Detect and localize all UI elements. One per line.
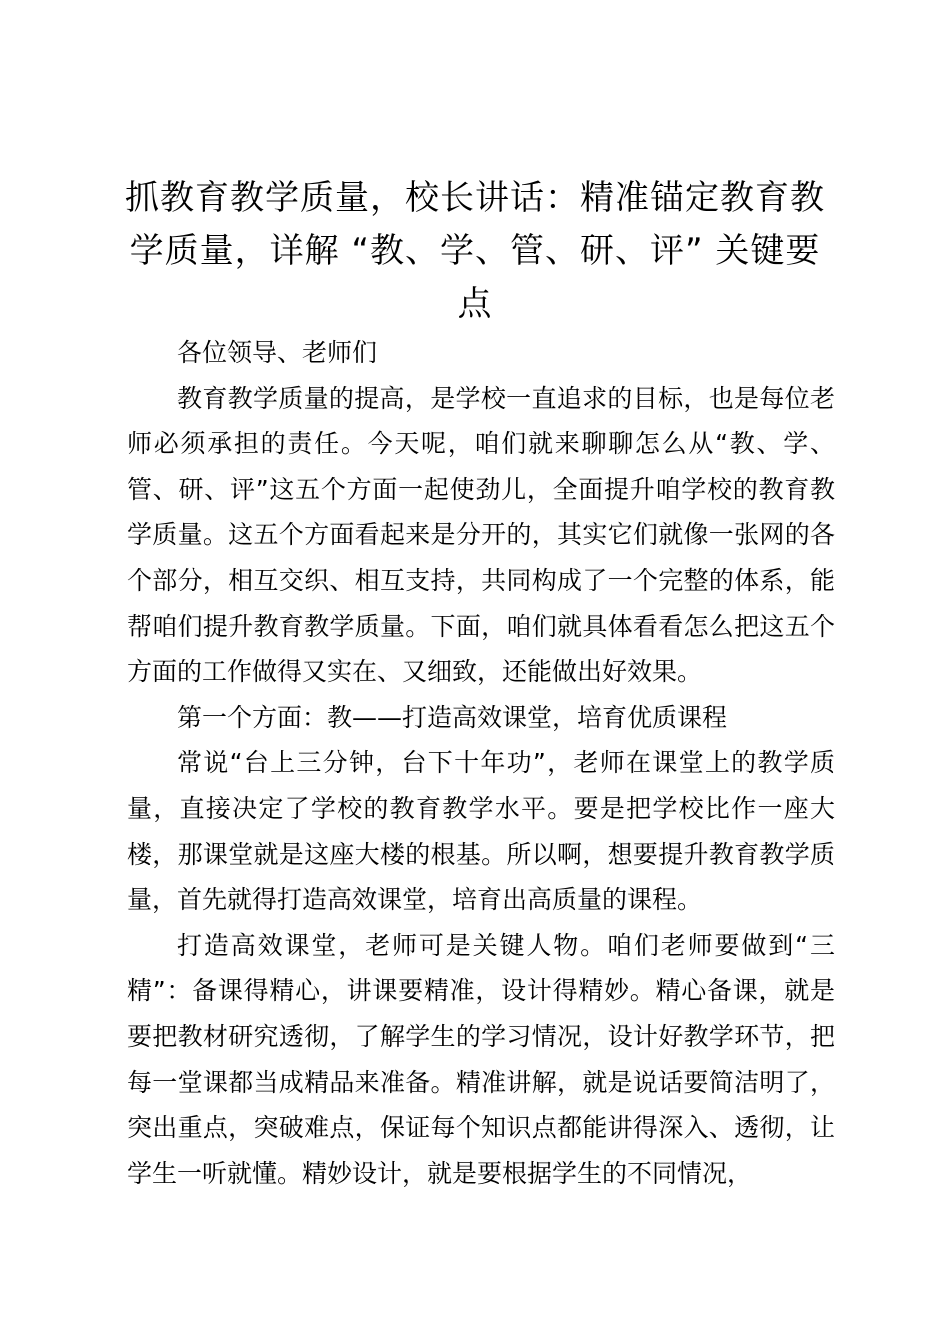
body-paragraph: 打造高效课堂，老师可是关键人物。咱们老师要做到“三精”：备课得精心，讲课要精准，设计得精妙。精心备课，就是要把教材研究透彻，了解学生的学习情况，设计好教学环节，把每一堂课都当成精品来准备。精准讲解，就是说话要简洁明了，突出重点，突破难点，保证每个知识点都能讲得深入、透彻，让学生一听就懂。精妙设计，就是要根据学生的不同情况， bbox=[127, 930, 835, 1188]
salutation-paragraph: 各位领导、老师们 bbox=[177, 338, 378, 367]
body-paragraph: 常说“台上三分钟，台下十年功”，老师在课堂上的教学质量，直接决定了学校的教育教学水平。要是把学校比作一座大楼，那课堂就是这座大楼的根基。所以啊，想要提升教育教学质量，首先就得打造高效课堂，培育出高质量的课程。 bbox=[127, 748, 835, 915]
intro-paragraph: 教育教学质量的提高，是学校一直追求的目标，也是每位老师必须承担的责任。今天呢，咱们就来聊聊怎么从“教、学、管、研、评”这五个方面一起使劲儿，全面提升咱学校的教育教学质量。这五个方面看起来是分开的，其实它们就像一张网的各个部分，相互交织、相互支持，共同构成了一个完整的体系，能帮咱们提升教育教学质量。下面，咱们就具体看看怎么把这五个方面的工作做得又实在、又细致，还能做出好效果。 bbox=[127, 383, 835, 687]
section-heading-teaching: 第一个方面：教——打造高效课堂，培育优质课程 bbox=[177, 702, 728, 732]
document-body bbox=[127, 330, 835, 1196]
document-title: 抓教育教学质量，校长讲话：精准锚定教育教学质量，详解 “教、学、管、研、评” 关键要点 bbox=[125, 178, 825, 324]
